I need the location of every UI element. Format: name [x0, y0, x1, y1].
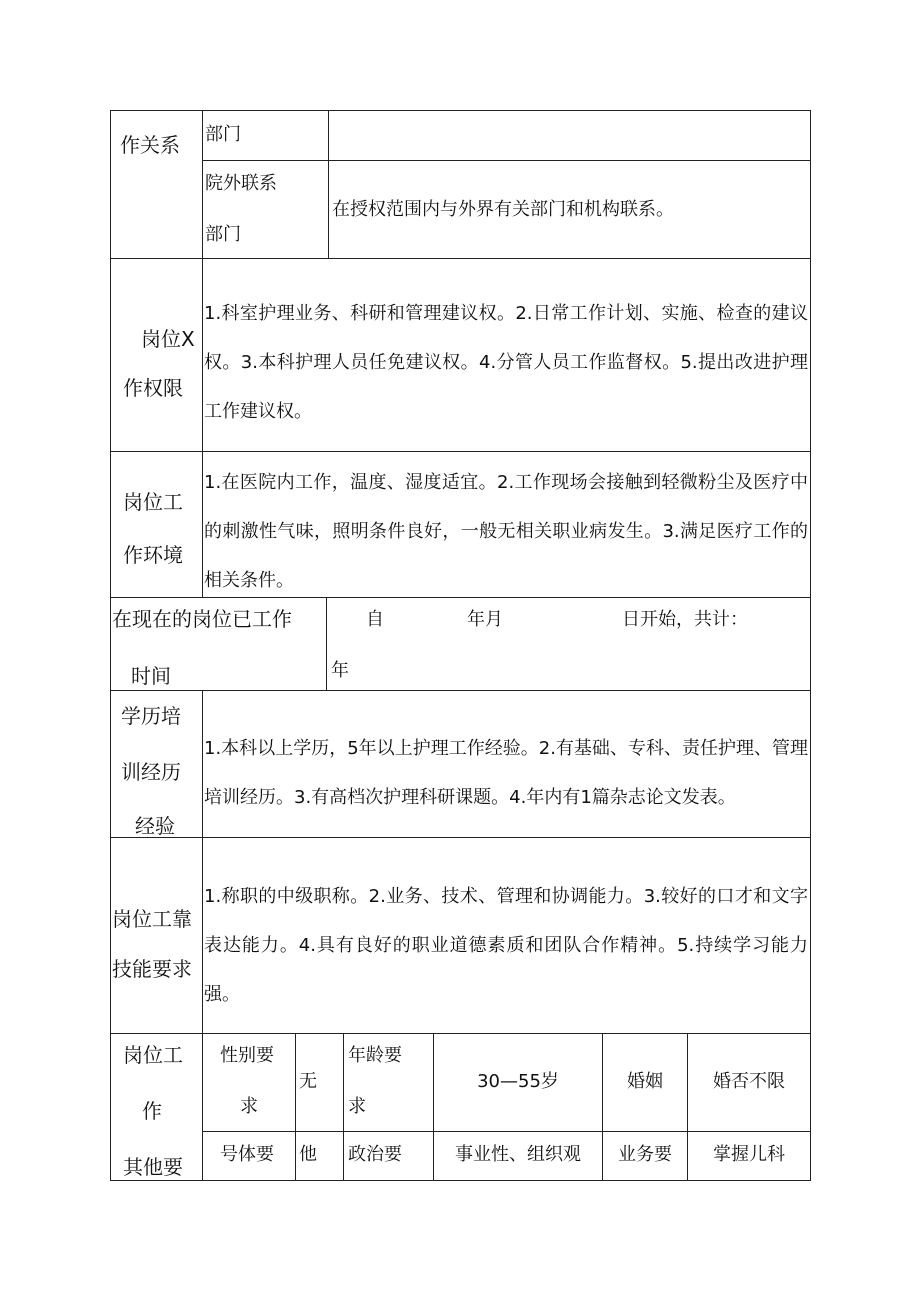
business-value: 掌握儿科 [713, 1144, 785, 1165]
gender-label-line2: 求 [240, 1096, 258, 1117]
education-label-line3: 经验 [135, 814, 175, 838]
skills-text: 1.称职的中级职称。2.业务、技术、管理和协调能力。3.较好的口才和文字表达能力。4.具有良好的职业道德素质和团队合作精神。5.持续学习能力强。 [204, 886, 808, 1005]
business-label: 业务要 [618, 1144, 672, 1165]
row-line-6 [110, 1033, 811, 1034]
body-label: 号体要 [220, 1144, 274, 1165]
gender-label-line1: 性别要 [220, 1045, 274, 1066]
environment-label-line2: 作环境 [123, 543, 183, 567]
authority-text: 1.科室护理业务、科研和管理建议权。2.日常工作计划、实施、检查的建议权。3.本科护理人员任免建议权。4.分管人员工作监督权。5.提出改进护理工作建议权。 [204, 303, 808, 422]
row-line-2 [110, 451, 811, 452]
table-border-left [110, 110, 111, 1181]
other-label-line3: 其他要 [123, 1155, 183, 1179]
marriage-label: 婚姻 [627, 1071, 663, 1092]
tenure-day-start: 日开始，共计： [622, 609, 748, 630]
tenure-year: 年 [331, 660, 349, 681]
dept-label: 部门 [205, 124, 241, 145]
age-label-line1: 年龄要 [348, 1045, 402, 1066]
label-divider-1 [202, 110, 203, 597]
education-label-line2: 训经历 [121, 760, 181, 784]
row-line-4 [110, 690, 811, 691]
body-value: 他 [299, 1144, 317, 1165]
authority-label-line1: 岗位X [141, 327, 195, 351]
tenure-year-month: 年月 [467, 609, 503, 630]
other-divider-1 [295, 1033, 296, 1181]
other-label-line1: 岗位工 [123, 1043, 183, 1067]
environment-text: 1.在医院内工作，温度、湿度适宜。2.工作现场会接触到轻微粉尘及医疗中的刺激性气味，照明条件良好，一般无相关职业病发生。3.满足医疗工作的相关条件。 [204, 472, 808, 591]
other-inner-line [202, 1131, 811, 1132]
skills-label-line2: 技能要求 [112, 957, 192, 981]
relations-inner-line [202, 160, 811, 161]
row-line-5 [110, 837, 811, 838]
tenure-label-line2: 时间 [131, 664, 171, 688]
row-line-1 [110, 258, 811, 259]
table-border-right [810, 110, 811, 1181]
authority-label-line2: 作权限 [123, 376, 183, 400]
outside-label-line1: 院外联系 [205, 173, 277, 194]
education-label-line1: 学历培 [121, 704, 181, 728]
outside-label-line2: 部门 [205, 224, 241, 245]
relations-label: 作关系 [120, 133, 180, 157]
outside-text: 在授权范围内与外界有关部门和机构联系。 [332, 199, 674, 220]
label-divider-2 [202, 690, 203, 1181]
marriage-value: 婚否不限 [713, 1071, 785, 1092]
gender-value: 无 [299, 1071, 317, 1092]
tenure-divider [326, 597, 327, 690]
table-border-bottom [110, 1180, 811, 1181]
environment-label-line1: 岗位工 [123, 490, 183, 514]
politics-label: 政治要 [348, 1144, 402, 1165]
tenure-from: 自 [366, 609, 384, 630]
other-divider-2 [343, 1033, 344, 1181]
skills-label-line1: 岗位工靠 [112, 907, 192, 931]
table-border-top [110, 110, 811, 111]
age-label-line2: 求 [348, 1096, 366, 1117]
education-text: 1.本科以上学历，5年以上护理工作经验。2.有基础、专科、责任护理、管理培训经历。3.有高档次护理科研课题。4.年内有1篇杂志论文发表。 [204, 738, 808, 808]
politics-value: 事业性、组织观 [455, 1144, 581, 1165]
other-label-line2: 作 [142, 1099, 162, 1123]
age-value: 30—55岁 [477, 1071, 559, 1092]
tenure-label-line1: 在现在的岗位已工作 [112, 607, 292, 631]
relations-divider [328, 110, 329, 258]
